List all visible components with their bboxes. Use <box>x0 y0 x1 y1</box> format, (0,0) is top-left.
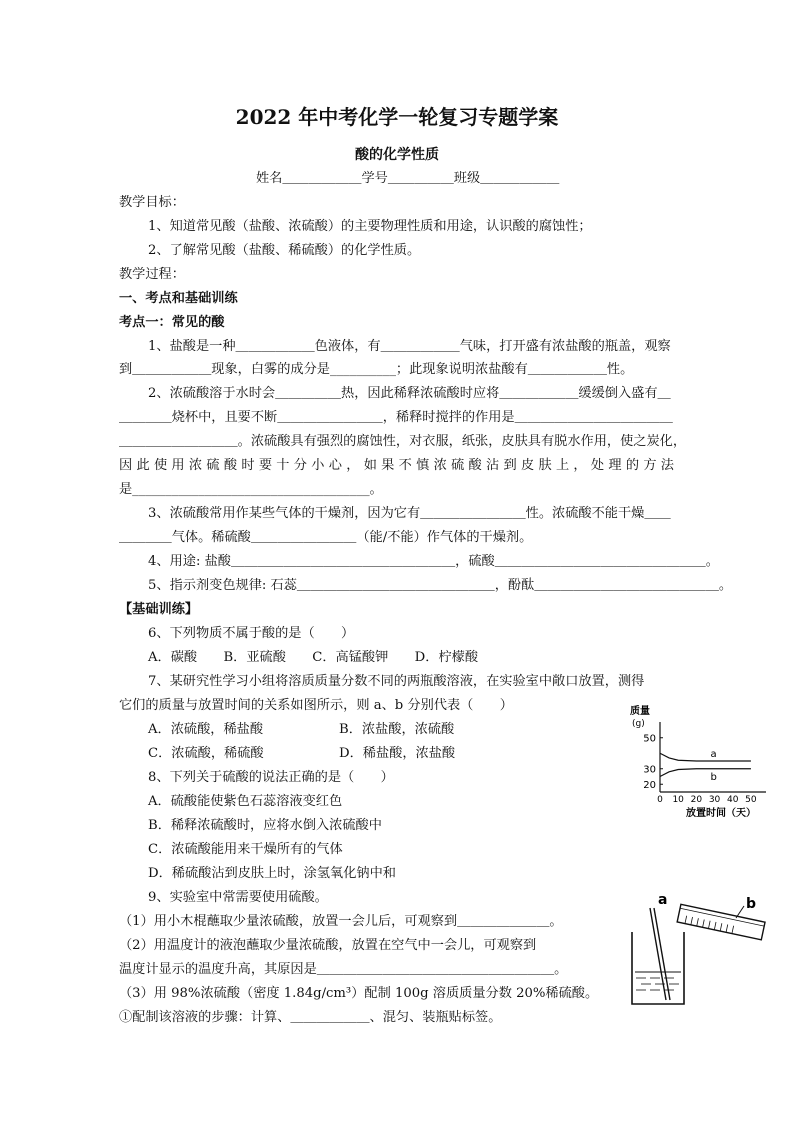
chart-ylabel: 质量 <box>630 706 650 717</box>
q9-line: （3）用 98%浓硫酸（密度 1.84g/cm³）配制 100g 溶质质量分数 20%稀硫酸。 <box>119 986 599 1001</box>
q1-line: 1、盐酸是一种＿＿＿＿＿＿色液体，有＿＿＿＿＿＿气味，打开盛有浓盐酸的瓶盖，观察 <box>148 339 671 354</box>
q6-stem: 6、下列物质不属于酸的是（ ） <box>148 626 355 641</box>
chart-x-tick-label: 30 <box>708 795 721 805</box>
page-title: 2022 年中考化学一轮复习专题学案 <box>235 105 559 129</box>
q7-stem: 7、某研究性学习小组将溶质质量分数不同的两瓶酸溶液，在实验室中敞口放置，测得 <box>148 674 645 689</box>
q9-line: 温度计显示的温度升高，其原因是＿＿＿＿＿＿＿＿＿＿＿＿＿＿＿＿＿＿。 <box>119 962 568 977</box>
q8-option: D．稀硫酸沾到皮肤上时，涂氢氧化钠中和 <box>148 866 396 881</box>
chart-x-tick-label: 50 <box>745 795 757 805</box>
q8-option: B．稀释浓硫酸时，应将水倒入浓硫酸中 <box>148 818 382 833</box>
chart-x-tick-label: 0 <box>657 795 663 805</box>
goals-heading: 教学目标： <box>119 195 185 210</box>
q9-line: ①配制该溶液的步骤：计算、＿＿＿＿＿＿、混匀、装瓶贴标签。 <box>119 1010 502 1025</box>
student-info-line: 姓名＿＿＿＿＿＿学号＿＿＿＿＿班级＿＿＿＿＿＿ <box>256 171 560 186</box>
mass-time-chart <box>616 700 766 822</box>
process-heading: 教学过程： <box>119 267 185 282</box>
chart-series-label: a <box>710 749 717 760</box>
q3-line: 3、浓硫酸常用作某些气体的干燥剂，因为它有＿＿＿＿＿＿＿＿性。浓硫酸不能干燥＿＿ <box>148 506 671 521</box>
q8-option: A．硫酸能使紫色石蕊溶液变红色 <box>148 794 343 809</box>
beaker-shape <box>632 932 684 1004</box>
q2-line: 是____________________________________。 <box>119 482 383 497</box>
q5-line: 5、指示剂变色规律: 石蕊＿＿＿＿＿＿＿＿＿＿＿＿＿＿＿，酚酞＿＿＿＿＿＿＿＿＿＿＿＿＿＿。 <box>148 578 733 593</box>
goal-item: 2、了解常见酸（盐酸、稀硫酸）的化学性质。 <box>148 243 421 258</box>
q2-line: ＿＿＿＿烧杯中，且要不断＿＿＿＿＿＿＿＿，稀释时搅拌的作用是＿＿＿＿＿＿＿＿＿＿＿＿ <box>119 410 673 425</box>
q1-line: 到＿＿＿＿＿＿现象，白雾的成分是__________；此现象说明浓盐酸有＿＿＿＿＿＿性。 <box>119 362 634 377</box>
glass-rod <box>650 908 666 1000</box>
chart-y-tick-label: 50 <box>643 733 656 745</box>
chart-x-tick-label: 20 <box>690 795 703 805</box>
chart-series-label: b <box>710 771 717 783</box>
liquid-hatching <box>636 978 679 990</box>
goal-item: 1、知道常见酸（盐酸、浓硫酸）的主要物理性质和用途，认识酸的腐蚀性； <box>148 219 592 234</box>
q2-line: 2、浓硫酸溶于水时会＿＿＿＿＿热，因此稀释浓硫酸时应将＿＿＿＿＿＿缓缓倒入盛有＿ <box>148 386 671 401</box>
page-subtitle: 酸的化学性质 <box>355 147 439 163</box>
label-a: a <box>658 892 668 908</box>
q4-line: 4、用途: 盐酸＿＿＿＿＿＿＿＿＿＿＿＿＿＿＿＿＿，硫酸＿＿＿＿＿＿＿＿＿＿＿＿＿＿＿＿。 <box>148 554 719 569</box>
q7-option-b: B．浓盐酸，浓硫酸 <box>339 722 455 737</box>
chart-x-tick-label: 40 <box>727 795 739 805</box>
point-heading: 考点一：常见的酸 <box>119 315 225 330</box>
apparatus-figure <box>626 892 776 1010</box>
chart-y-tick-label: 20 <box>643 779 656 791</box>
label-b: b <box>746 896 757 912</box>
q3-line: ＿＿＿＿气体。稀硫酸＿＿＿＿＿＿＿＿（能/不能）作气体的干燥剂。 <box>119 530 533 545</box>
q7-option-a: A．浓硫酸，稀盐酸 <box>148 722 264 737</box>
chart-x-tick-label: 10 <box>672 795 684 805</box>
q7-stem: 它们的质量与放置时间的关系如图所示，则 a、b 分别代表（ ） <box>119 698 513 713</box>
q6-options: A．碳酸 B．亚硫酸 C．高锰酸钾 D．柠檬酸 <box>148 650 479 665</box>
chart-xlabel: 放置时间（天） <box>686 808 756 819</box>
chart-series-b <box>660 769 751 777</box>
q8-stem: 8、下列关于硫酸的说法正确的是（ ） <box>148 770 394 785</box>
q7-option-c: C．浓硫酸，稀硫酸 <box>148 746 264 761</box>
q2-line: ＿＿＿＿＿＿＿＿＿。浓硫酸具有强烈的腐蚀性，对衣服，纸张，皮肤具有脱水作用，使之炭化， <box>119 434 687 449</box>
chart-yunit: (g) <box>632 719 645 729</box>
q2-line: 因此使用浓硫酸时要十分小心，如果不慎浓硫酸沾到皮肤上，处理的方法 <box>119 458 674 473</box>
training-heading: 【基础训练】 <box>119 602 199 617</box>
chart-series-a <box>660 753 751 761</box>
q9-line: （2）用温度计的液泡蘸取少量浓硫酸，放置在空气中一会儿，可观察到 <box>119 938 537 953</box>
q9-line: （1）用小木棍蘸取少量浓硫酸，放置一会儿后，可观察到＿＿＿＿＿＿＿。 <box>119 914 563 929</box>
q8-option: C．浓硫酸能用来干燥所有的气体 <box>148 842 343 857</box>
q9-stem: 9、实验室中常需要使用硫酸。 <box>148 890 328 905</box>
q7-option-d: D．稀盐酸，浓盐酸 <box>339 746 456 761</box>
chart-y-tick-label: 30 <box>643 764 656 776</box>
section-heading: 一、考点和基础训练 <box>119 291 238 306</box>
